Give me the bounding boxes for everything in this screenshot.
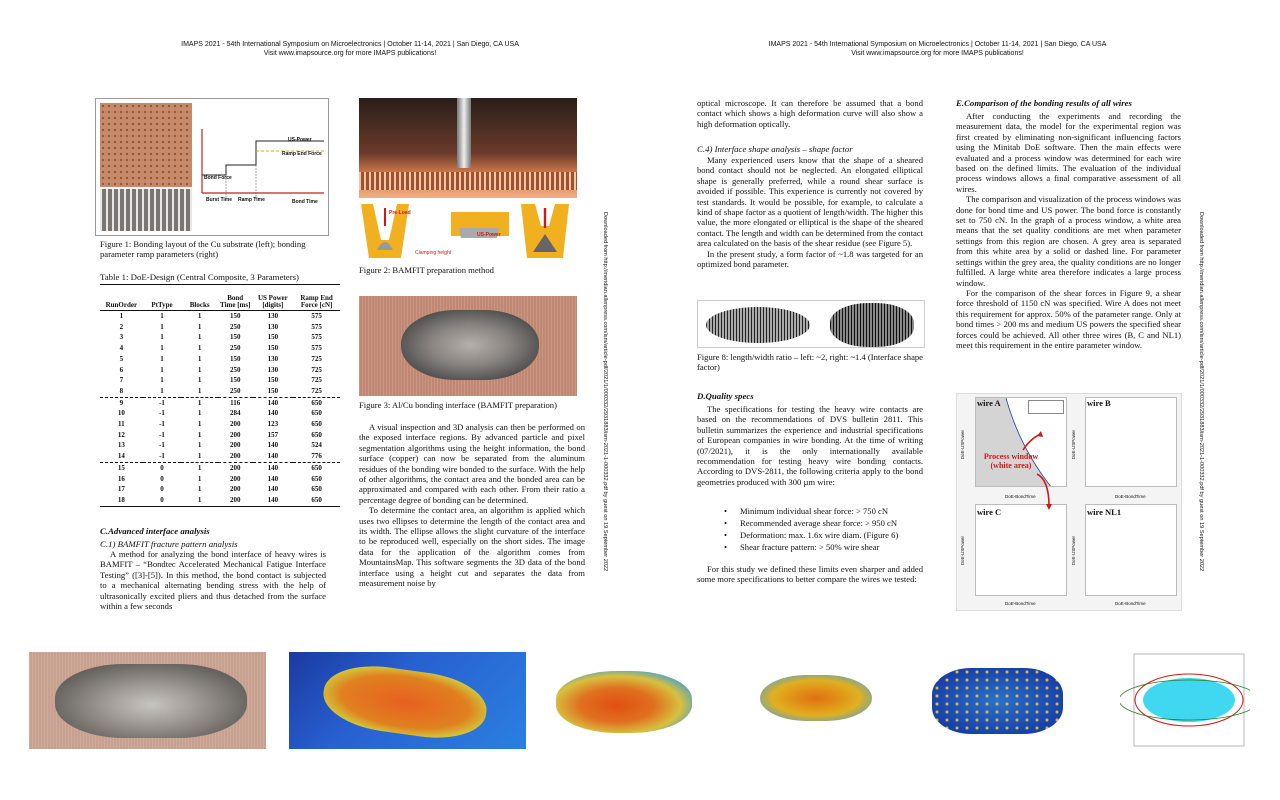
table-cell: 250 [229, 386, 241, 395]
page-header-right [655, 40, 1220, 58]
table-cell: 650 [293, 397, 340, 408]
table-cell: 130 [267, 365, 279, 374]
table-row [100, 386, 340, 397]
bond-interface-residue [401, 310, 539, 380]
shape-left-ellipse [706, 307, 810, 343]
label-pre-load: Pre-Load [389, 210, 411, 216]
section-c4-heading: C.4) Interface shape analysis – shape factor [697, 144, 853, 154]
table-cell: 9 [100, 397, 143, 408]
table-cell: -1 [159, 430, 165, 439]
table-cell: 200 [229, 495, 241, 504]
column-3-paragraph-0: optical microscope. It can therefore be assumed that a bond contact which shows a high deformation curve will also show a high deformation optically. [697, 98, 923, 129]
header-right-line2: Visit www.imapsource.org for more IMAPS publications! [851, 50, 1024, 57]
table-cell: 1 [197, 495, 202, 504]
figure-3 [359, 296, 577, 396]
table-cell: -1 [159, 420, 165, 429]
table-cell: 200 [218, 462, 253, 473]
table-cell: 6 [119, 365, 124, 374]
cu-substrate-photo [100, 103, 192, 187]
table-cell: 1 [119, 312, 124, 320]
table-cell: 140 [267, 409, 279, 418]
col-runorder: RunOrder [100, 285, 143, 311]
section-c-heading: C.Advanced interface analysis [100, 526, 210, 536]
bamfit-machine-photo [359, 98, 577, 198]
table-cell: 575 [311, 344, 322, 353]
xlabel-c: DoE-BondTime [1005, 601, 1036, 606]
table-cell: 200 [229, 452, 241, 461]
column-3-paragraph-1: Many experienced users know that the shape of a sheared bond contact should not be neglected. An elongated elliptical shape is generally preferred, while a round shear surface is avoided if possible. This experience is currently not covered by test standards. It would be possible, for example, to calculate a kind of shape factor as a quotient of length/width. The higher this value, the more elongated or elliptical is the shape of the sheared contact. The length and width can be determined from the contact area calculated on the basis of the shear residue (see Figure 5). [697, 155, 923, 249]
label-ramp-end-force: Ramp End Force [282, 151, 322, 157]
strip-image-segmented-2 [756, 669, 877, 729]
table-cell: 200 [229, 441, 241, 450]
table-cell: 1 [197, 409, 202, 418]
table-cell: 10 [117, 409, 125, 418]
table-cell: 15 [100, 462, 143, 473]
spec-item: • Deformation: max. 1.6x wire diam. (Figure 6) [724, 529, 924, 541]
process-window-label: Process window (white area) [983, 452, 1039, 470]
table-cell: 1 [181, 462, 218, 473]
table-cell: 575 [311, 333, 322, 342]
table-cell: 1 [160, 322, 164, 331]
download-note-left: Downloaded from http://meridian.allenpress.com/ism/article-pdf/2021/1/000332/2931883/ism-2021-1-000332.pdf by guest on 19 September 2022 [602, 212, 608, 572]
table-row [100, 474, 340, 485]
table-cell: 130 [267, 312, 279, 320]
table-cell: 200 [229, 420, 241, 429]
table-cell: 725 [311, 386, 322, 395]
table-cell: 130 [267, 354, 279, 363]
table-cell: 1 [197, 420, 202, 429]
figure-1-caption: Figure 1: Bonding layout of the Cu substrate (left); bonding parameter ramp parameters (right) [100, 239, 306, 260]
table-cell: 1 [197, 452, 202, 461]
header-left-line1: IMAPS 2021 - 54th International Symposium on Microelectronics | October 11-14, 2021 | San Diego, CA USA [181, 41, 519, 48]
section-d-body [697, 404, 923, 487]
table-cell: 1 [197, 485, 202, 494]
shape-right-ellipse [830, 303, 914, 347]
table-cell: 575 [311, 312, 322, 320]
section-d-paragraph-2: For this study we defined these limits even sharper and added some more specifications to better compare the wires we tested: [697, 564, 923, 585]
table-row [100, 484, 340, 495]
page-header-left [60, 40, 640, 58]
table-cell: 776 [311, 452, 322, 461]
table-row [100, 419, 340, 430]
label-wire-c: wire C [977, 507, 1002, 517]
table-row [100, 311, 340, 322]
figure-8 [697, 300, 925, 348]
spec-item: • Shear fracture pattern: > 50% wire shear [724, 541, 924, 553]
table-cell: 116 [218, 397, 253, 408]
label-wire-b: wire B [1087, 398, 1111, 408]
section-d-heading: D.Quality specs [697, 391, 754, 401]
table-cell: 524 [311, 441, 322, 450]
label-wire-nl1: wire NL1 [1087, 507, 1122, 517]
table-cell: 1 [197, 312, 202, 320]
table-cell: 123 [267, 420, 279, 429]
label-bond-force: Bond Force [204, 175, 232, 181]
ylabel-c: DoE-USPower [960, 536, 965, 566]
download-note-right: Downloaded from http://meridian.allenpress.com/ism/article-pdf/2021/1/000332/2931883/ism-2021-1-000332.pdf by guest on 19 September 2022 [1198, 212, 1204, 572]
table-cell: 12 [117, 430, 125, 439]
section-e-paragraph-2: The comparison and visualization of the process windows was done for bond time and US power. The bond force is constantly set to 750 cN. In the graph of a process window, a white area means that the set quality conditions are met when parameter settings from this region are chosen. A grey area is separated from this white area by a solid or dashed line. For parameter settings within the grey area, the quality conditions are no longer fulfilled. A large white area therefore indicates a large process window. [956, 194, 1181, 288]
table-1-title: Table 1: DoE-Design (Central Composite, 3 Parameters) [100, 272, 299, 282]
table-cell: 1 [160, 376, 164, 385]
strip-image-segmented-1 [552, 665, 695, 739]
table-cell: 150 [229, 312, 241, 320]
label-ramp-time: Ramp Time [238, 197, 265, 203]
section-e-paragraph-1: After conducting the experiments and recording the measurement data, the model for the experimental region was first created by eliminating non-significant influencing factors using the Minitab DoE software. Then the main effects were evaluated and a process window was determined for each wire based on the defined limits. The evaluation of the individual process windows allows a final comparative assessment of all wires. [956, 111, 1181, 194]
table-cell: 200 [229, 474, 241, 483]
table-row [100, 462, 340, 473]
table-cell: 17 [117, 485, 125, 494]
table-cell: 18 [117, 495, 125, 504]
table-cell: 650 [311, 474, 322, 483]
strip-image-contact-area [930, 664, 1065, 738]
table-cell: 0 [143, 462, 182, 473]
table-cell: 130 [267, 322, 279, 331]
table-cell: 11 [118, 420, 125, 429]
ylabel-nl1: DoE-USPower [1071, 536, 1076, 566]
column-3-paragraph-2: In the present study, a form factor of ~1.8 was targeted for an optimized bond parameter. [697, 248, 923, 270]
column-3-top [697, 98, 923, 129]
figure-2 [359, 98, 577, 260]
table-cell: 140 [267, 452, 279, 461]
spec-list [724, 505, 924, 553]
wire-loops-photo [100, 189, 192, 231]
table-cell: 250 [229, 365, 241, 374]
table-cell: 14 [117, 452, 125, 461]
table-cell: 1 [160, 354, 164, 363]
table-row [100, 365, 340, 376]
table-cell: -1 [159, 452, 165, 461]
table-cell: 140 [253, 397, 294, 408]
table-cell: 1 [197, 322, 202, 331]
table-cell: 1 [160, 386, 164, 395]
table-cell: 284 [229, 409, 241, 418]
table-cell: 200 [229, 485, 241, 494]
table-cell: 1 [197, 344, 202, 353]
table-cell: 1 [160, 333, 164, 342]
table-cell: 16 [117, 474, 125, 483]
table-row [100, 451, 340, 462]
table-cell: 140 [267, 474, 279, 483]
label-us-power-2: US-Power [477, 232, 501, 238]
section-c1-heading: C.1) BAMFIT fracture pattern analysis [100, 539, 238, 549]
table-cell: 1 [181, 397, 218, 408]
table-cell: 140 [253, 462, 294, 473]
table-cell: 1 [197, 441, 202, 450]
table-row [100, 343, 340, 354]
section-e-heading: E.Comparison of the bonding results of all wires [956, 98, 1132, 108]
table-cell: 140 [267, 495, 279, 504]
label-bond-time: Bond Time [292, 199, 318, 205]
table-cell: 725 [311, 365, 322, 374]
table-cell: 1 [197, 376, 202, 385]
label-us-power: US-Power [288, 137, 312, 143]
section-e-body [956, 111, 1181, 350]
table-row [100, 430, 340, 441]
table-cell: -1 [159, 409, 165, 418]
section-d-paragraph: The specifications for testing the heavy wire contacts are based on the recommendations of DVS bulletin 2811. This bulletin summarizes the experience and industrial specifications of European companies in wire bonding. At the time of writing (07/2021), it is the only internationally available recommendation for testing heavy wire bonding contacts. According to DVS-2811, the following criteria apply to the bond geometries produced with 300 µm wire: [697, 404, 923, 487]
table-cell: 8 [119, 386, 124, 395]
strip-image-3d-height-map [289, 652, 526, 749]
figure-1 [95, 98, 329, 236]
table-cell: 650 [311, 420, 322, 429]
table-row [100, 495, 340, 506]
col-us-power: US Power [digits] [253, 285, 294, 311]
xlabel-nl1: DoE-BondTime [1115, 601, 1146, 606]
doe-table-header [100, 285, 340, 311]
us-power-line [202, 141, 324, 175]
table-cell: 1 [197, 474, 202, 483]
table-cell: 157 [267, 430, 279, 439]
table-row [100, 354, 340, 365]
table-cell: 4 [119, 344, 124, 353]
table-cell: 150 [267, 376, 279, 385]
table-cell: 3 [119, 333, 124, 342]
strip-image-interface-photo [29, 652, 266, 749]
spec-item: • Recommended average shear force: > 950 cN [724, 517, 924, 529]
process-window-arrows [957, 394, 1182, 611]
section-c1-paragraph: A method for analyzing the bond interface of heavy wires is BAMFIT – “Bondtec Accelerated Mechanical Fatigue Interface Testing” ([3]-[5]). In this method, the bond contact is subjected to a mechanical alternating bending stress with the help of ultrasonically excited pliers and thus detached from the surface within a few seconds [100, 549, 326, 611]
table-cell: 650 [311, 485, 322, 494]
doe-table [100, 284, 340, 507]
table-cell: 5 [119, 354, 124, 363]
table-cell: 150 [267, 344, 279, 353]
table-cell: 650 [311, 430, 322, 439]
col-ramp-end-force: Ramp End Force [cN] [293, 285, 340, 311]
column-2-paragraph-1: A visual inspection and 3D analysis can then be performed on the exposed interface regions. By advanced particle and pixel segmentation algorithms using the height information, the bond surface (copper) can now be separated from the aluminum residues of the bonding wire bonded to the surface. With the help of other algorithms, the contact area and the bonded area can be approximated and compared with each other. From their ratio a percentage degree of bonding can be determined. [359, 422, 585, 505]
section-c1-body [100, 549, 326, 611]
table-cell: 1 [160, 365, 164, 374]
ylabel-b: DoE-USPower [1071, 430, 1076, 460]
strip-image-ellipse-fit [1120, 648, 1250, 760]
table-cell: 2 [119, 322, 124, 331]
table-row [100, 397, 340, 408]
figure-2-caption: Figure 2: BAMFIT preparation method [359, 265, 494, 275]
table-cell: 140 [267, 485, 279, 494]
header-right-line1: IMAPS 2021 - 54th International Symposium on Microelectronics | October 11-14, 2021 | San Diego, CA USA [768, 41, 1107, 48]
table-cell: 575 [311, 322, 322, 331]
header-left-line2: Visit www.imapsource.org for more IMAPS publications! [263, 50, 437, 57]
xlabel-b: DoE-BondTime [1115, 494, 1146, 499]
col-blocks: Blocks [181, 285, 218, 311]
table-cell: 0 [160, 474, 164, 483]
table-cell: 650 [293, 462, 340, 473]
spec-item: • Minimum individual shear force: > 750 cN [724, 505, 924, 517]
table-cell: 1 [197, 333, 202, 342]
table-cell: 150 [229, 333, 241, 342]
section-e-paragraph-3: For the comparison of the shear forces in Figure 9, a shear force threshold of 1150 cN was specified. Wire A does not meet this requirement for approx. 50% of the parameter range. Only at bond times > 200 ms and medium US powers the specified shear forces could be achieved. All other three wires (B, C and NL1) meet this requirement in the entire parameter window. [956, 287, 1181, 350]
column-3-shape-factor [697, 155, 923, 269]
table-row [100, 440, 340, 451]
table-cell: 650 [311, 409, 322, 418]
table-row [100, 332, 340, 343]
table-cell: 725 [311, 376, 322, 385]
table-cell: 725 [311, 354, 322, 363]
table-cell: 7 [119, 376, 124, 385]
table-row [100, 375, 340, 386]
figure-9 [956, 393, 1182, 611]
table-cell: 650 [311, 495, 322, 504]
col-pttype: PtType [143, 285, 182, 311]
table-cell: 1 [197, 365, 202, 374]
col-bond-time: Bond Time [ms] [218, 285, 253, 311]
table-cell: -1 [159, 441, 165, 450]
table-cell: 1 [160, 312, 164, 320]
table-cell: 150 [267, 333, 279, 342]
table-cell: 250 [229, 322, 241, 331]
figure-8-caption: Figure 8: length/width ratio – left: ~2, right: ~1.4 (Interface shape factor) [697, 352, 923, 373]
table-cell: 200 [229, 430, 241, 439]
section-d-body-2 [697, 564, 923, 585]
table-cell: 150 [229, 376, 241, 385]
label-wire-a: wire A [977, 398, 1001, 408]
table-cell: 0 [160, 485, 164, 494]
label-burst-time: Burst Time [206, 197, 233, 203]
table-cell: 140 [267, 441, 279, 450]
table-cell: 0 [160, 495, 164, 504]
table-cell: 1 [197, 430, 202, 439]
table-cell: 250 [229, 344, 241, 353]
label-clamping-height: Clamping height [415, 250, 452, 256]
table-cell: -1 [143, 397, 182, 408]
table-row [100, 408, 340, 419]
table-cell: 1 [197, 386, 202, 395]
xlabel-a: DoE-BondTime [1005, 494, 1036, 499]
bamfit-method-diagram [359, 200, 577, 260]
table-cell: 13 [117, 441, 125, 450]
ellipse-fit-plot [1120, 648, 1250, 760]
column-2-body [359, 422, 585, 612]
table-cell: 150 [267, 386, 279, 395]
table-row [100, 322, 340, 333]
column-2-paragraph-2: To determine the contact area, an algorithm is applied which uses two ellipses to determine the length of the contact area and its width. The ellipse allows the slight curvature of the interface to be reproduced well, especially on the short sides. The image data for the application of the algorithm comes from MountainsMap. This software segments the 3D data of the bond interface using a height cut and separates the data from measurement noise by [359, 505, 585, 589]
table-cell: 150 [229, 354, 241, 363]
figure-3-caption: Figure 3: Al/Cu bonding interface (BAMFIT preparation) [359, 400, 557, 410]
ylabel-a: DoE-USPower [960, 430, 965, 460]
table-cell: 1 [197, 354, 202, 363]
table-cell: 1 [160, 344, 164, 353]
